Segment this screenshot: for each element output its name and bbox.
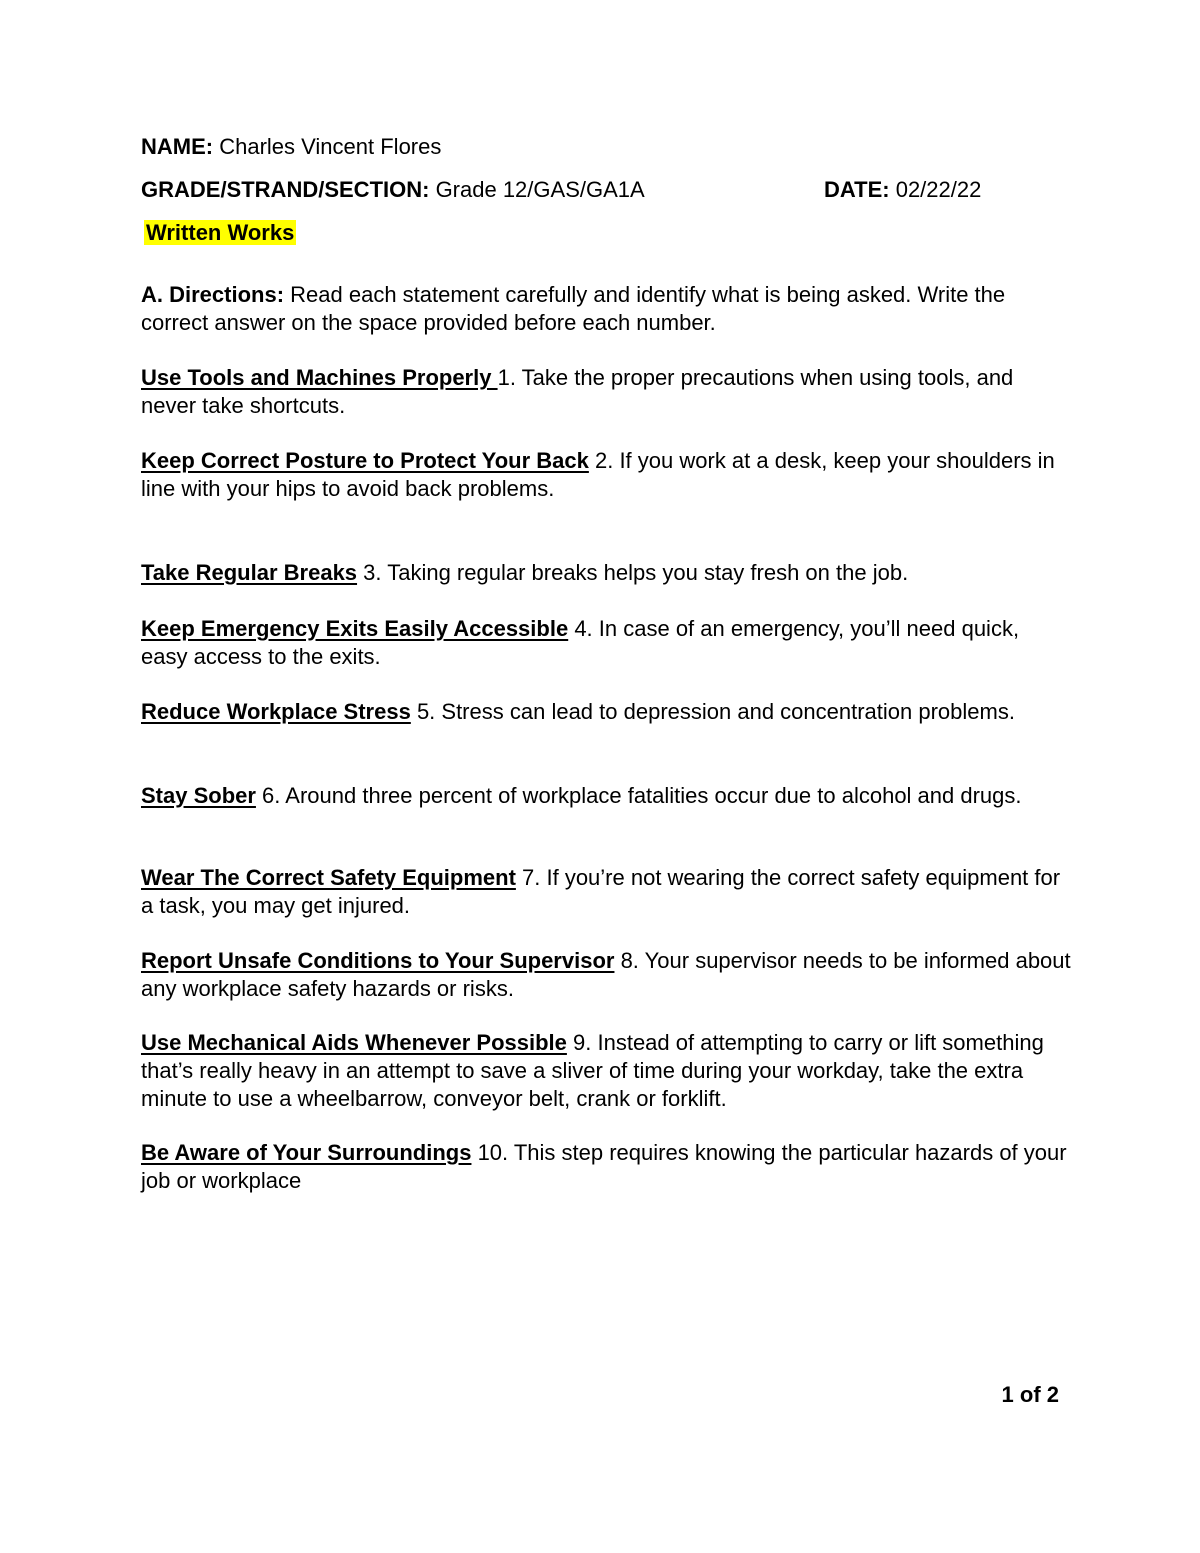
date-label: DATE: (824, 177, 890, 202)
answer-text: Keep Correct Posture to Protect Your Back (141, 448, 589, 473)
statement-text: 4. In case of an emergency, you’ll need quick, easy access to the exits. (141, 616, 1020, 669)
statement-text: 7. If you’re not wearing the correct safety equipment for a task, you may get injured. (141, 865, 1061, 918)
directions-label: A. Directions: (141, 282, 285, 307)
statement-text: 2. If you work at a desk, keep your shoulders in line with your hips to avoid back problems. (141, 448, 1055, 501)
list-item (141, 364, 1071, 420)
answer-text: Take Regular Breaks (141, 560, 358, 585)
directions-paragraph (141, 281, 1071, 337)
statement-text: 8. Your supervisor needs to be informed about any workplace safety hazards or risks. (141, 948, 1071, 1001)
statement-text: 6. Around three percent of workplace fatalities occur due to alcohol and drugs. (255, 783, 1022, 808)
answer-text: Keep Emergency Exits Easily Accessible (141, 616, 569, 641)
list-item (141, 559, 1071, 587)
name-value: Charles Vincent Flores (213, 134, 442, 159)
list-item (141, 864, 1071, 920)
answer-text: Reduce Workplace Stress (141, 699, 411, 724)
answer-text: Stay Sober (141, 783, 256, 808)
grade-value: Grade 12/GAS/GA1A (429, 177, 645, 202)
date-line (824, 176, 981, 204)
name-line (141, 133, 441, 161)
grade-label: GRADE/STRAND/SECTION: (141, 177, 430, 202)
answer-text: Use Tools and Machines Properly (141, 365, 498, 390)
date-value: 02/22/22 (889, 177, 982, 202)
list-item (141, 782, 1071, 810)
list-item (141, 615, 1071, 671)
statement-text: 10. This step requires knowing the particular hazards of your job or workplace (141, 1140, 1067, 1193)
list-item (141, 447, 1071, 503)
list-item (141, 947, 1071, 1003)
section-title-line (141, 219, 296, 247)
statement-text: 9. Instead of attempting to carry or lift something that’s really heavy in an attempt to save a sliver of time during your workday, take the extra minute to use a wheelbarrow, conveyor belt, crank or forklift. (141, 1030, 1044, 1111)
answer-text: Wear The Correct Safety Equipment (141, 865, 516, 890)
name-label: NAME: (141, 134, 214, 159)
directions-text: Read each statement carefully and identify what is being asked. Write the correct answer on the space provided before each number. (141, 282, 1006, 335)
list-item (141, 1029, 1071, 1113)
statement-text: 1. Take the proper precautions when using tools, and never take shortcuts. (141, 365, 1014, 418)
statement-text: 3. Taking regular breaks helps you stay fresh on the job. (357, 560, 909, 585)
list-item (141, 698, 1071, 726)
section-title: Written Works (146, 220, 295, 245)
answer-text: Report Unsafe Conditions to Your Supervisor (141, 948, 615, 973)
answer-text: Be Aware of Your Surroundings (141, 1140, 472, 1165)
grade-line (141, 176, 645, 204)
answer-text: Use Mechanical Aids Whenever Possible (141, 1030, 567, 1055)
list-item (141, 1139, 1071, 1195)
statement-text: 5. Stress can lead to depression and concentration problems. (410, 699, 1015, 724)
page-indicator: 1 of 2 (1001, 1382, 1059, 1407)
